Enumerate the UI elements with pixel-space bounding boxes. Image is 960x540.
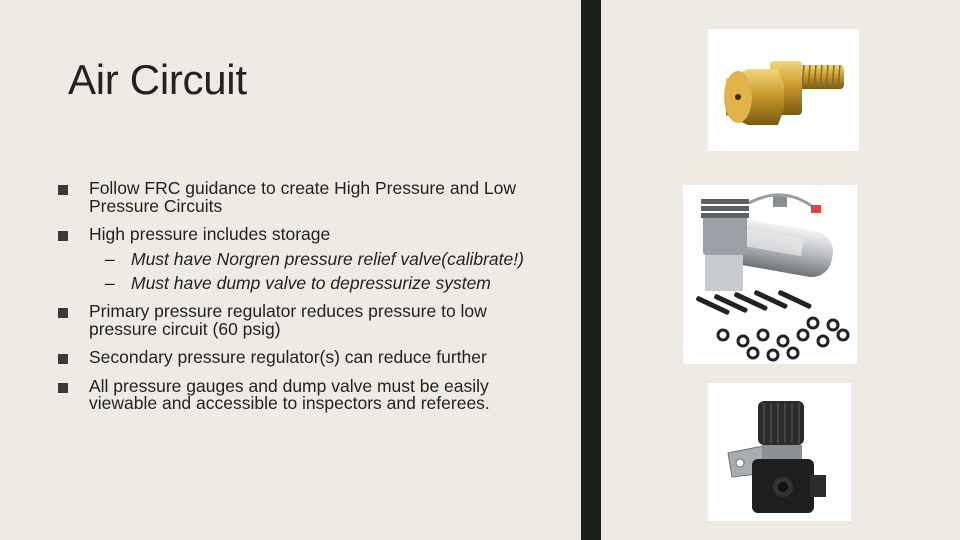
bullet-list — [58, 180, 528, 424]
sub-bullet-text: Must have dump valve to depressurize system — [131, 272, 491, 293]
dash-marker: – — [105, 249, 115, 269]
bullet-text: High pressure includes storage — [89, 224, 331, 244]
square-bullet-icon — [58, 231, 68, 241]
sub-bullet-item — [105, 251, 524, 269]
air-compressor-image — [683, 185, 857, 364]
bullet-text: All pressure gauges and dump valve must be easily viewable and accessible to inspectors and referees. — [89, 375, 490, 413]
slide-title: Air Circuit — [68, 56, 247, 103]
square-bullet-icon — [58, 308, 68, 318]
brass-relief-valve-icon — [708, 29, 859, 151]
sub-bullet-item — [105, 272, 524, 293]
bullet-text: Secondary pressure regulator(s) can reduce further — [89, 347, 487, 367]
bullet-item — [58, 303, 528, 338]
pressure-regulator-icon — [708, 383, 851, 521]
bullet-text: Follow FRC guidance to create High Pressure and Low Pressure Circuits — [89, 178, 517, 216]
pressure-regulator-image — [708, 383, 851, 521]
vertical-divider — [581, 0, 601, 540]
dash-marker: – — [105, 272, 115, 293]
bullet-text: Primary pressure regulator reduces pressure to low pressure circuit (60 psig) — [89, 301, 487, 339]
square-bullet-icon — [58, 354, 68, 364]
bullet-item — [58, 226, 528, 292]
square-bullet-icon — [58, 383, 68, 393]
bullet-item — [58, 375, 528, 413]
sub-bullet-text: Must have Norgren pressure relief valve(calibrate!) — [131, 249, 524, 269]
bullet-item — [58, 180, 528, 215]
brass-relief-valve-image — [708, 29, 859, 151]
bullet-item — [58, 349, 528, 367]
square-bullet-icon — [58, 185, 68, 195]
air-compressor-icon — [683, 185, 857, 364]
